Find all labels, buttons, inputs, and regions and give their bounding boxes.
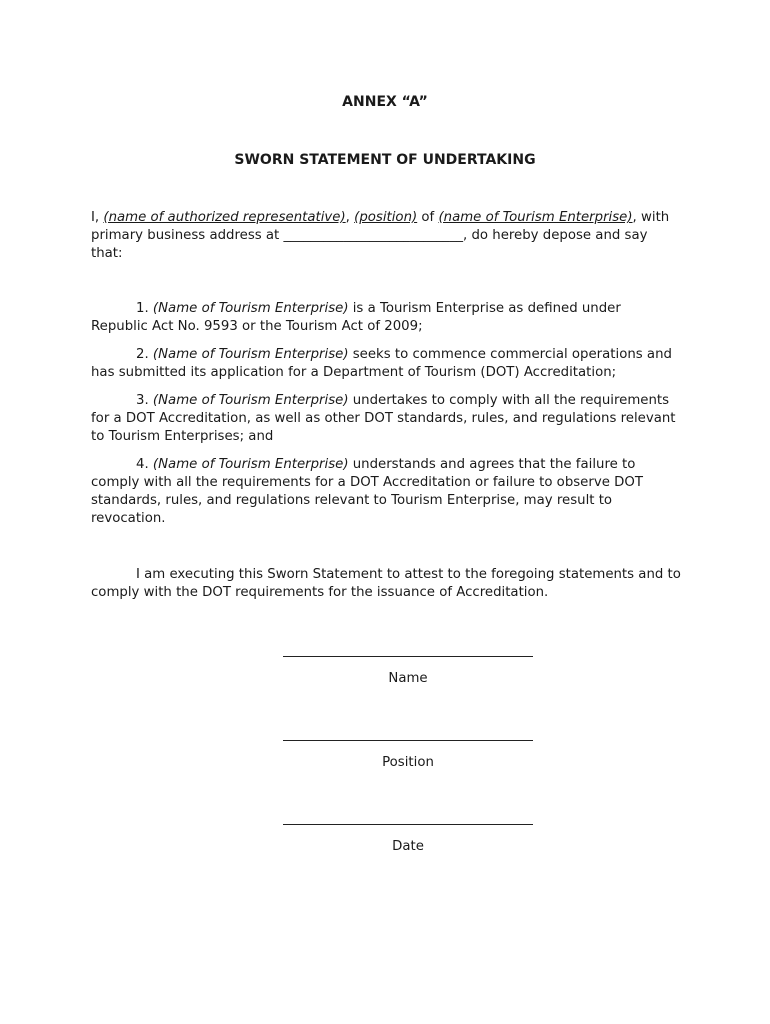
signature-label: Date (392, 839, 424, 854)
intro-paragraph (91, 209, 681, 263)
enterprise-placeholder: (Name of Tourism Enterprise) (152, 393, 349, 408)
signature-label: Name (388, 671, 428, 686)
document-title: SWORN STATEMENT OF UNDERTAKING (234, 152, 536, 168)
list-item (91, 346, 681, 382)
item-number: 2. (136, 347, 153, 362)
item-text: undertakes to comply with all the requirements for a DOT Accreditation, as well as other DOT standards, rules, and regulations relevant to Tourism Enterprises; and (91, 393, 676, 444)
signature-label: Position (382, 755, 434, 770)
intro-of: of (417, 210, 439, 225)
list-item (91, 392, 681, 446)
annex-heading: ANNEX “A” (342, 94, 428, 110)
closing-paragraph: I am executing this Sworn Statement to attest to the foregoing statements and to comply with the DOT requirements for the issuance of Accreditation. (91, 567, 681, 600)
intro-prefix: I, (91, 210, 104, 225)
enterprise-placeholder: (Name of Tourism Enterprise) (152, 457, 349, 472)
signature-line (283, 740, 533, 741)
signature-line (283, 656, 533, 657)
item-text: is a Tourism Enterprise as defined under Republic Act No. 9593 or the Tourism Act of 2009; (91, 301, 621, 334)
item-text: seeks to commence commercial operations and has submitted its application for a Department of Tourism (DOT) Accreditation; (91, 347, 672, 380)
signature-line (283, 824, 533, 825)
intro-sep: , (345, 210, 355, 225)
representative-placeholder: (name of authorized representative) (103, 210, 346, 225)
item-number: 1. (136, 301, 153, 316)
enterprise-placeholder: (name of Tourism Enterprise) (438, 210, 633, 225)
intro-rest: , with primary business address at ___________________________, do hereby depose and say that: (91, 210, 670, 261)
position-placeholder: (position) (354, 210, 418, 225)
enterprise-placeholder: (Name of Tourism Enterprise) (152, 301, 349, 316)
signature-block-position (283, 740, 533, 770)
list-item (91, 300, 681, 336)
item-number: 4. (136, 457, 153, 472)
list-item (91, 456, 681, 528)
item-number: 3. (136, 393, 153, 408)
item-text: understands and agrees that the failure to comply with all the requirements for a DOT Accreditation or failure to observe DOT standards, rules, and regulations relevant to Tourism Enterprise, may result to revocation. (91, 457, 643, 526)
enterprise-placeholder: (Name of Tourism Enterprise) (152, 347, 349, 362)
signature-block-name (283, 656, 533, 686)
signature-block-date (283, 824, 533, 854)
